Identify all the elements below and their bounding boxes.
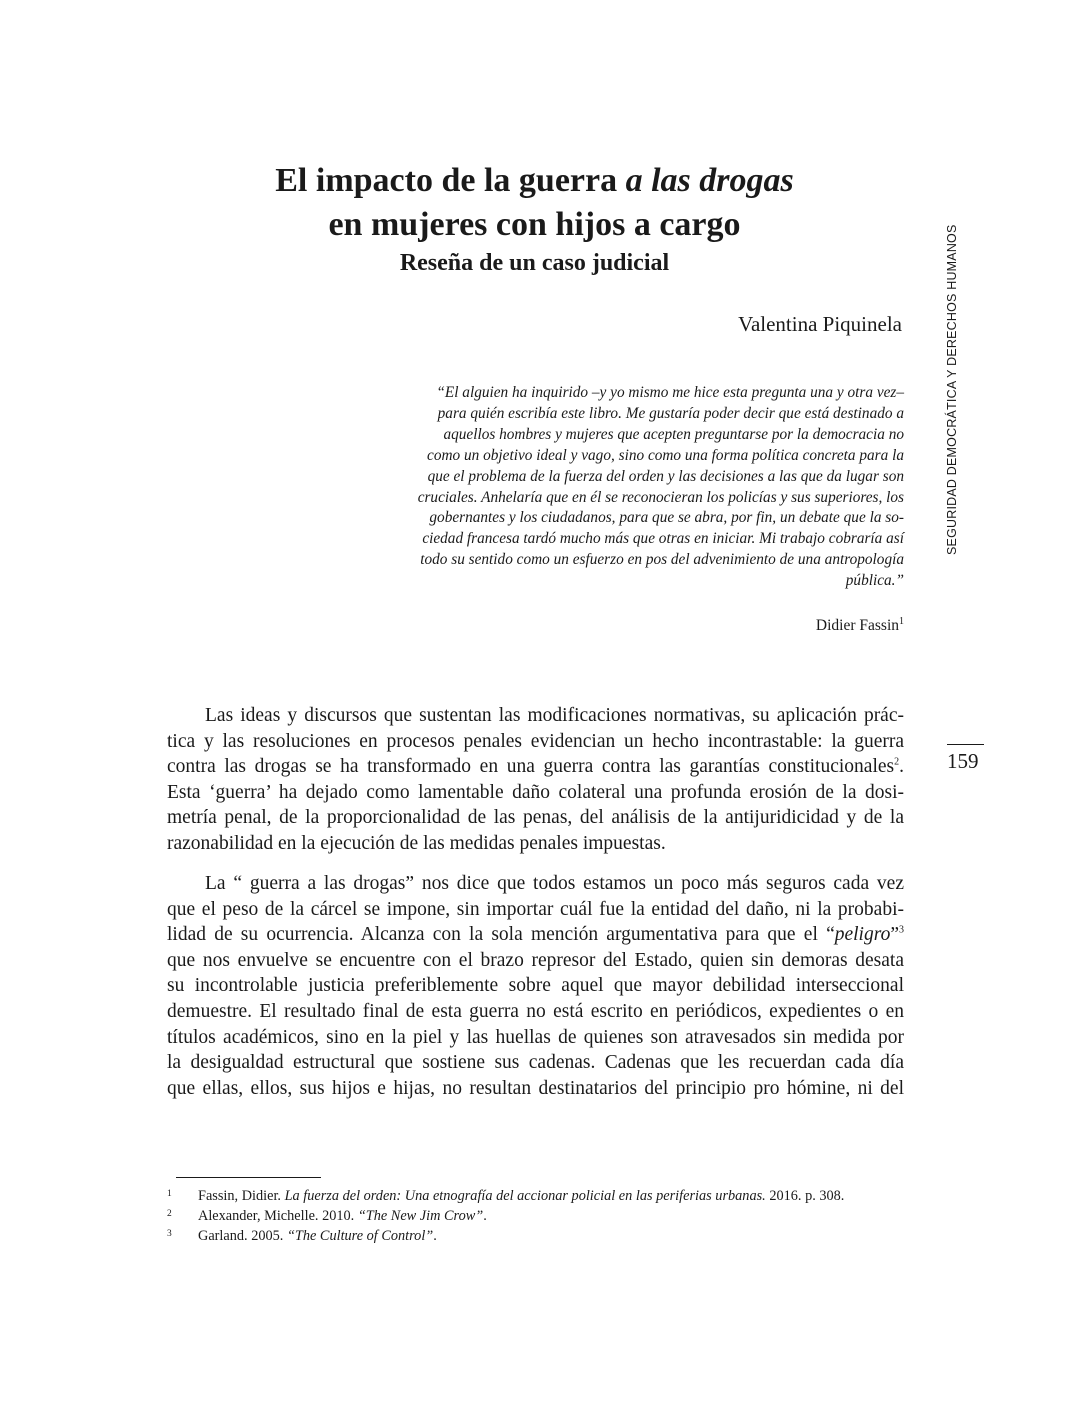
epigraph-line: como un objetivo ideal y vago, sino como una forma política concreta para la <box>427 446 904 464</box>
text-line: tica y las resoluciones en procesos penales evidencian un hecho incontrastable: la guerra <box>167 730 904 752</box>
epigraph-attribution <box>816 616 904 636</box>
epigraph-line: ciedad francesa tardó mucho más que otras en iniciar. Mi trabajo cobraría así <box>422 530 904 548</box>
footnote-ref[interactable]: 1 <box>899 615 904 627</box>
epigraph-line: “El alguien ha inquirido –y yo mismo me hice esta pregunta una y otra vez– <box>436 384 904 401</box>
running-section-header: SEGURIDAD DEMOCRÁTICA Y DERECHOS HUMANOS <box>945 224 959 555</box>
text-line: contra las drogas se ha transformado en una guerra contra las garantías constitucionales$^2$. <box>167 756 904 778</box>
text-line: Las ideas y discursos que sustentan las modificaciones normativas, su aplicación prác- <box>205 705 904 726</box>
epigraph-line: todo su sentido como un esfuerzo en pos del advenimiento de una antropología <box>420 551 904 569</box>
footnote-number: 1 <box>167 1189 172 1199</box>
body-paragraph-2 <box>167 871 904 1101</box>
title-italic: a las drogas <box>625 162 794 199</box>
text-line: que nos envuelve se encuentre con el brazo represor del Estado, quien sin demoras desata <box>167 949 904 971</box>
text-line: lidad de su ocurrencia. Alcanza con la sola mención argumentativa para que el “peligro”$^3$ <box>167 924 904 946</box>
author-name: Valentina Piquinela <box>738 312 902 336</box>
page-number: 159 <box>947 749 979 773</box>
epigraph-line: pública.” <box>845 572 904 590</box>
footnote-ref[interactable]: 3 <box>899 924 904 936</box>
italic-term: peligro <box>834 924 891 946</box>
epigraph-line: aquellos hombres y mujeres que acepten preguntarse por la democracia no <box>443 425 904 443</box>
epigraph-line: para quién escribía este libro. Me gustaría poder decir que está destinado a <box>437 404 904 422</box>
footnote-separator <box>176 1177 321 1178</box>
text-line: la desigualdad estructural que sostiene sus cadenas. Cadenas que les recuerdan cada día <box>167 1052 904 1074</box>
text-line: que ellas, ellos, sus hijos e hijas, no resultan destinatarios del principio pro hómine, ni del <box>167 1077 904 1099</box>
epigraph-line: gobernantes y los ciudadanos, para que se abra, por fin, un debate que la so- <box>429 509 904 527</box>
article-title-line-2: en mujeres con hijos a cargo <box>328 206 741 243</box>
text-line: razonabilidad en la ejecución de las medidas penales impuestas. <box>167 832 666 854</box>
footnote-text: Fassin, Didier. La fuerza del orden: Una etnografía del accionar policial en las periferias urbanas. 2016. p. 308. <box>198 1188 845 1204</box>
text-line: que el peso de la cárcel se impone, sin importar cuál fue la entidad del daño, ni la probabi- <box>167 898 904 920</box>
text-line: Esta ‘guerra’ ha dejado como lamentable daño colateral una profunda erosión de la dosi- <box>167 781 904 803</box>
footnote-number: 2 <box>167 1209 172 1219</box>
footnote-number: 3 <box>167 1229 172 1239</box>
epigraph-attribution-name: Didier Fassin <box>815 617 899 634</box>
article-subtitle: Reseña de un caso judicial <box>399 250 670 276</box>
body-paragraph-1 <box>167 703 904 857</box>
text-line: títulos académicos, sino en la piel y las huellas de quienes son atravesados sin medida por <box>167 1026 904 1048</box>
title-plain: El impacto de la guerra <box>275 162 626 199</box>
text-line: demuestre. El resultado final de esta guerra no está escrito en periódicos, expedientes o en <box>167 1000 904 1022</box>
text-line: La “ guerra a las drogas” nos dice que todos estamos un poco más seguros cada vez <box>205 873 904 894</box>
footnote-text: Garland. 2005. “The Culture of Control”. <box>198 1228 437 1244</box>
epigraph-line: cruciales. Anhelaría que en él se reconocieran los policías y sus superiores, los <box>417 488 904 506</box>
text-line: metría penal, de la proporcionalidad de las penas, del análisis de la antijuridicidad y de la <box>167 807 904 829</box>
article-title-line-1 <box>0 160 1069 202</box>
text-line: su incontrolable justicia preferiblemente sobre aquel que mayor debilidad interseccional <box>167 975 904 997</box>
footnote-ref[interactable]: 2 <box>894 756 900 768</box>
epigraph-line: que el problema de la fuerza del orden y las decisiones a las que da lugar son <box>427 467 904 485</box>
footnote-text: Alexander, Michelle. 2010. “The New Jim Crow”. <box>198 1208 487 1224</box>
epigraph-quote <box>384 383 904 592</box>
page-number-rule <box>947 744 984 745</box>
